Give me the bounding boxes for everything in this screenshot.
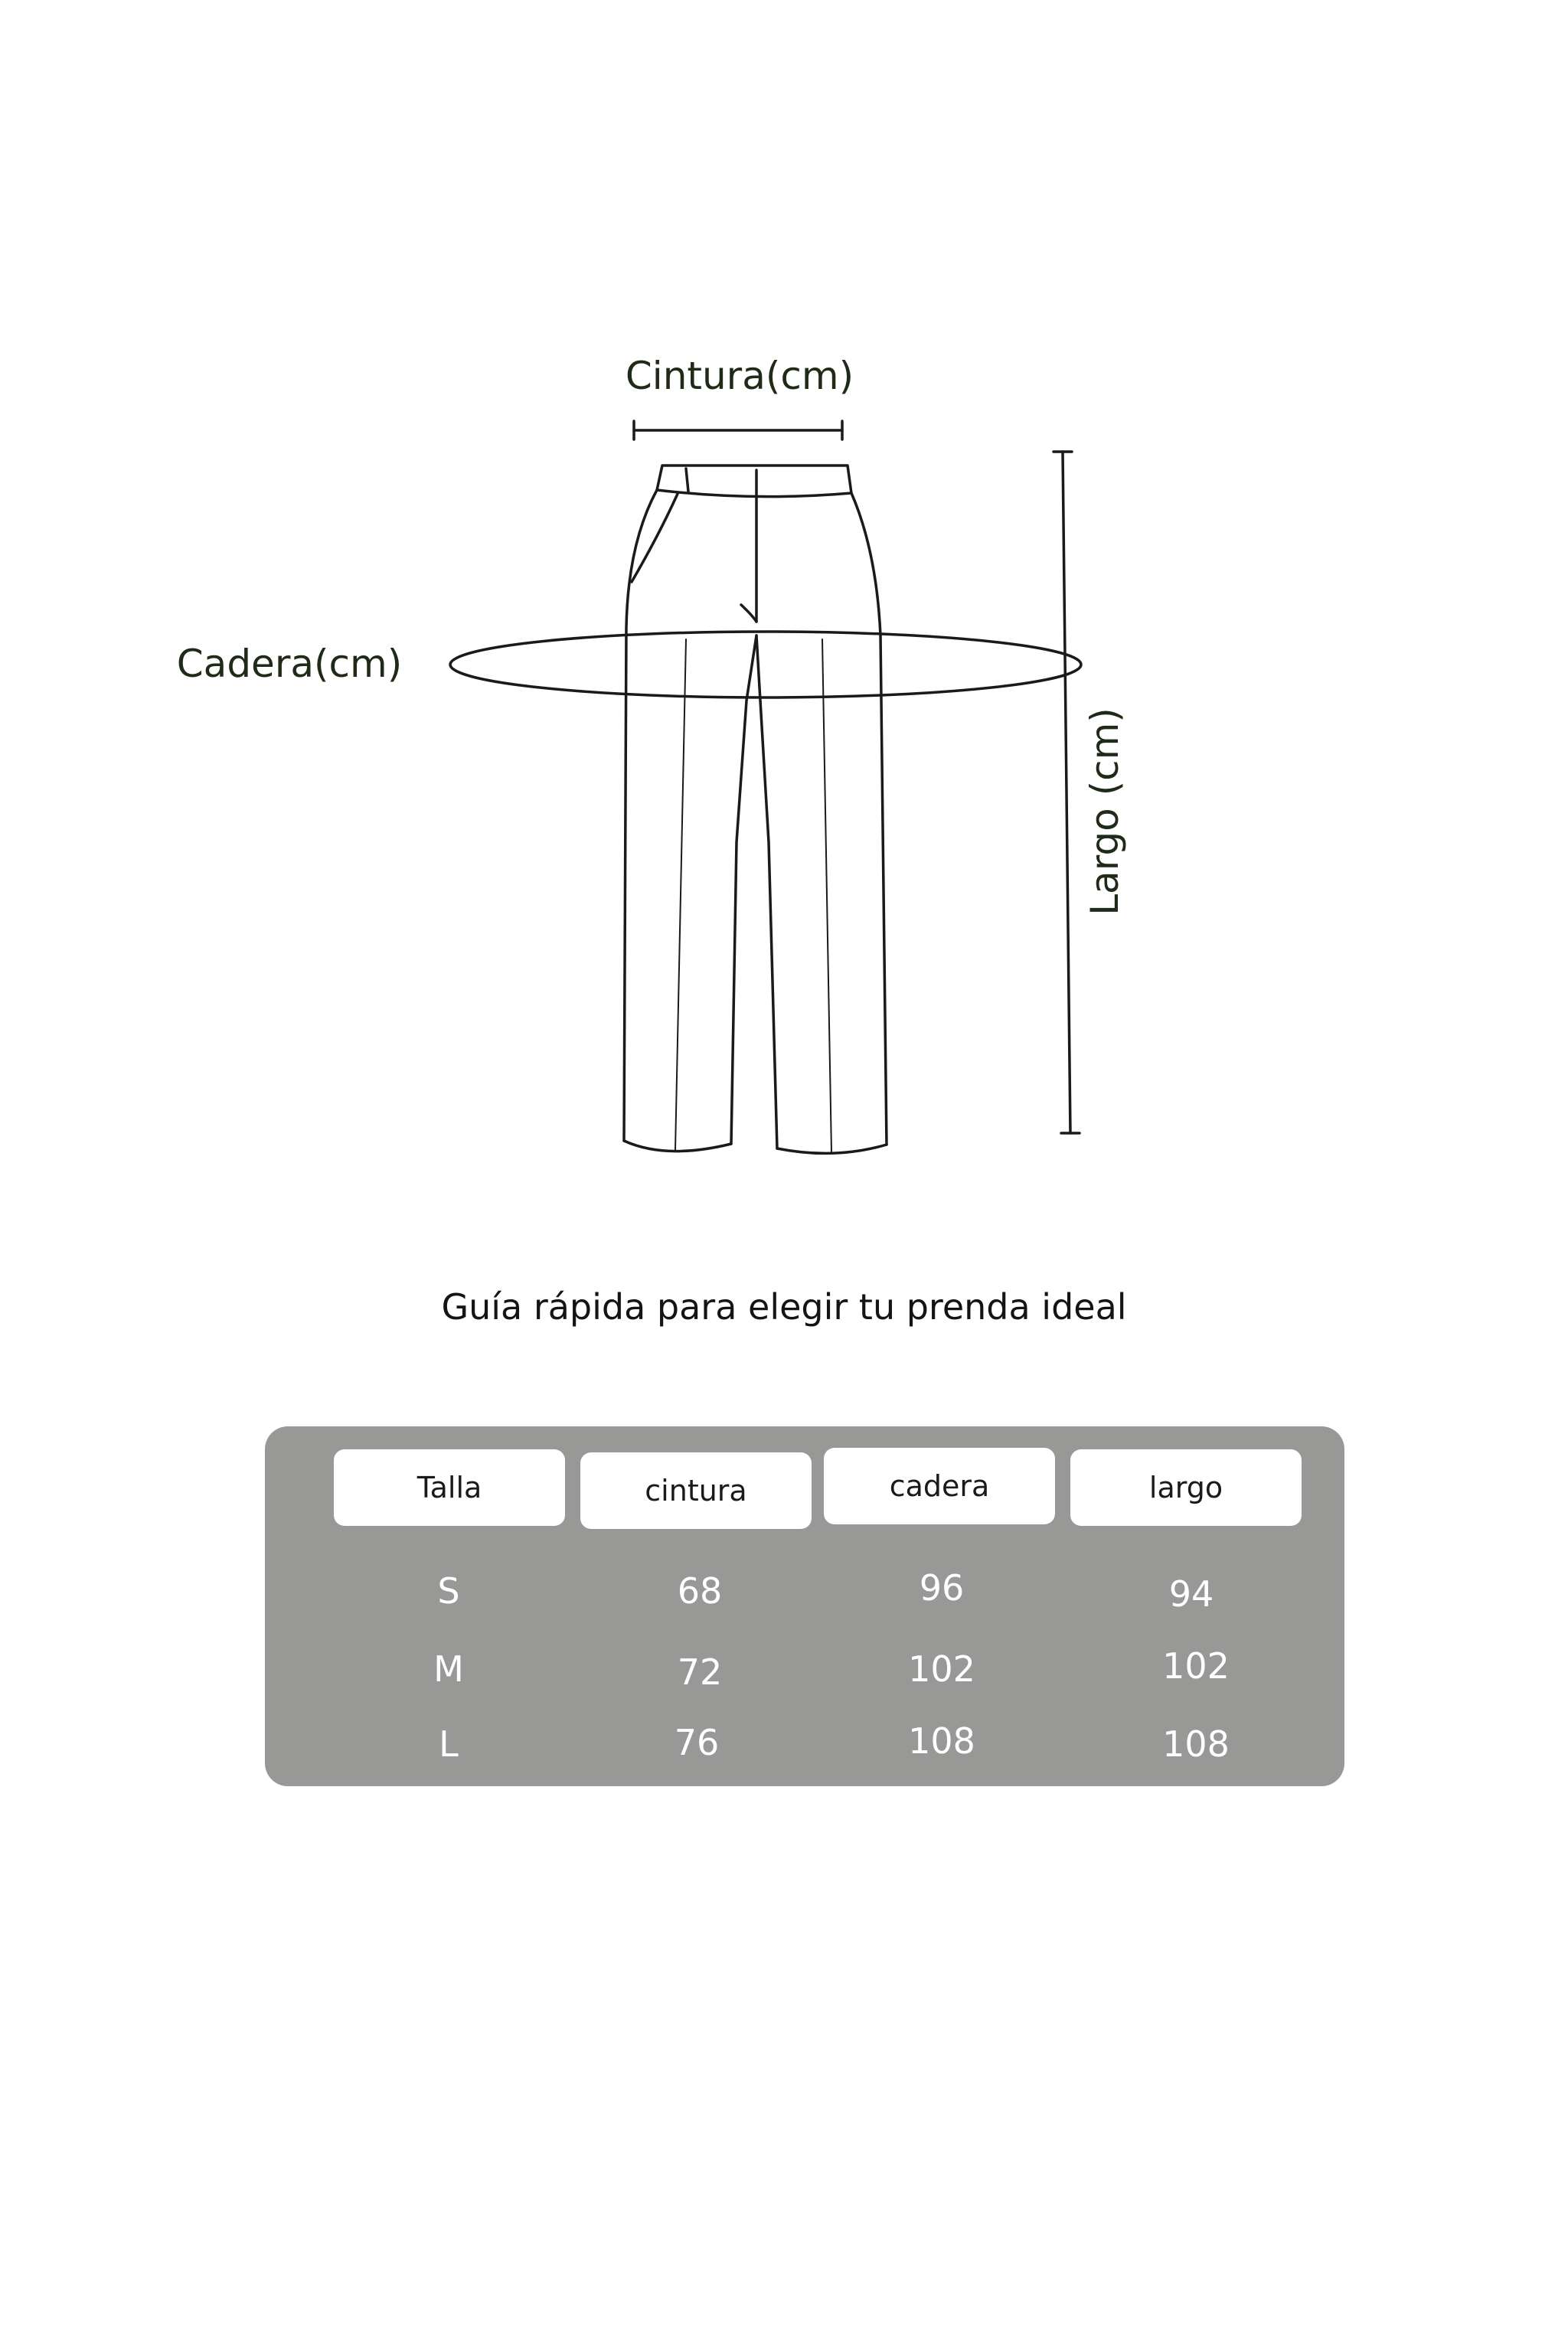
cell-largo-s: 94 xyxy=(1168,1573,1214,1615)
cell-cintura-m: 72 xyxy=(677,1651,723,1693)
cell-largo-m: 102 xyxy=(1162,1645,1230,1687)
header-talla: Talla xyxy=(334,1449,565,1526)
cell-cintura-l: 76 xyxy=(674,1722,720,1763)
length-label: Largo (cm) xyxy=(1083,707,1127,916)
size-table xyxy=(265,1426,1344,1786)
cell-cadera-m: 102 xyxy=(908,1648,975,1690)
length-measure-line xyxy=(1054,452,1080,1133)
cell-size-s: S xyxy=(437,1570,460,1612)
cell-cintura-s: 68 xyxy=(677,1570,723,1612)
header-cintura: cintura xyxy=(580,1452,812,1529)
header-cadera: cadera xyxy=(824,1448,1055,1524)
cell-largo-l: 108 xyxy=(1162,1723,1230,1765)
cell-cadera-s: 96 xyxy=(919,1567,965,1609)
header-largo: largo xyxy=(1070,1449,1302,1526)
waist-label: Cintura(cm) xyxy=(625,354,854,398)
guide-title: Guía rápida para elegir tu prenda ideal xyxy=(441,1286,1127,1328)
hip-measure-ellipse xyxy=(450,632,1081,697)
cell-size-l: L xyxy=(439,1723,459,1765)
waist-measure-line xyxy=(634,421,842,439)
pants-outline-icon xyxy=(624,466,887,1153)
cell-size-m: M xyxy=(433,1648,464,1690)
cell-cadera-l: 108 xyxy=(908,1720,975,1762)
hip-label: Cadera(cm) xyxy=(176,642,403,686)
pants-crease-lines xyxy=(675,639,831,1152)
